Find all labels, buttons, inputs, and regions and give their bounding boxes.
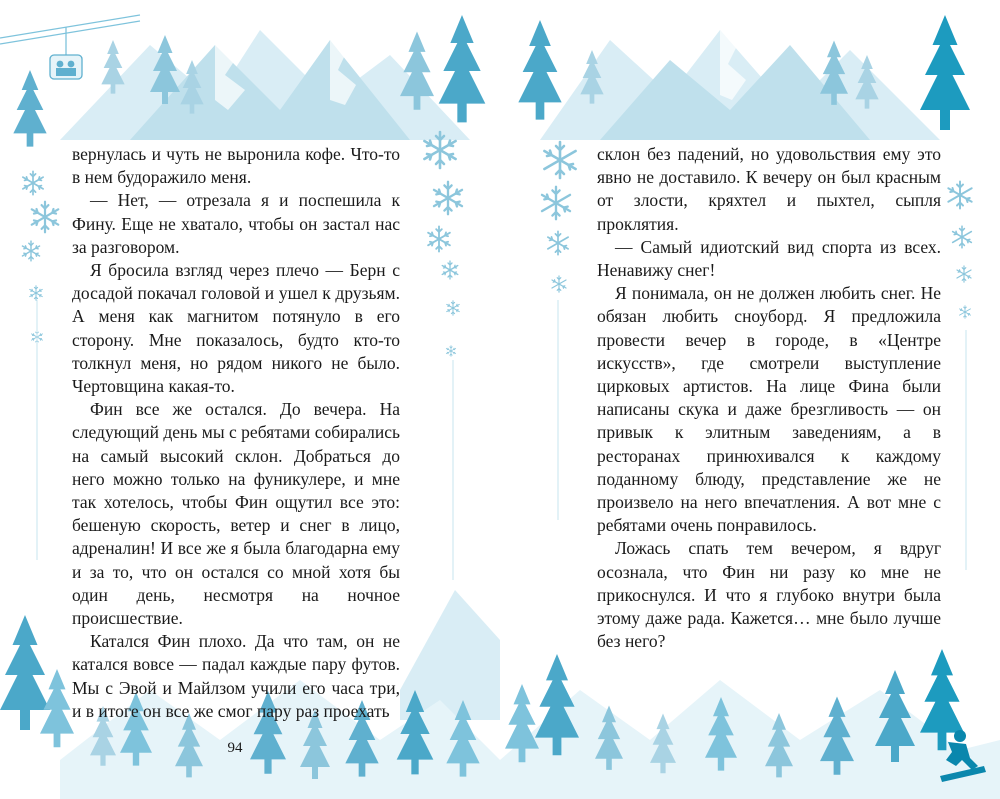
pine-tree-icon bbox=[40, 669, 74, 747]
snowflake-icon bbox=[948, 182, 971, 209]
snowflake-icon bbox=[953, 226, 972, 248]
snowflake-icon bbox=[960, 306, 971, 319]
snowflake-icon bbox=[542, 187, 570, 219]
snowflake-icon bbox=[428, 226, 450, 251]
snowflake-icon bbox=[544, 142, 575, 178]
snowflake-icon bbox=[23, 171, 43, 194]
snowflake-icon bbox=[32, 202, 59, 233]
snowflake-icon bbox=[957, 266, 971, 282]
paragraph: Фин все же остался. До вечера. На следующий день мы с ребятами собирались на самый высокий склон. Добраться до него можно только на фуникулере, и мне так хотелось, чтобы Фин ощутил все это: бешеную скорость, ветер и снег в лицо, адреналин! И все же я была благодарна ему и за то, что он остался со мной хотя бы один день, несмотря на ночное происшествие. bbox=[72, 399, 400, 629]
paragraph: Я понимала, он не должен любить снег. Не обязан любить сноуборд. Я предложила провести вечер в городе, в «Центре искусств», где смотрели выступление цирковых артистов. На лице Фина были написаны скука и даже брезгливость — он привык к элитным заведениям, а в ресторанах принюхивался к каждому поданному блюду, представление же не произвело на него впечатления. А вот мне с ребятами очень понравилось. bbox=[597, 283, 941, 536]
paragraph: Катался Фин плохо. Да что там, он не катался вовсе — падал каждые пару футов. Мы с Эвой и Майлзом учили его часа три, и в итоге он все же смог пару раз проехать bbox=[72, 631, 400, 721]
right-page bbox=[500, 0, 1000, 799]
snowflake-icon bbox=[434, 182, 462, 214]
mountain-icon bbox=[500, 680, 1000, 799]
paragraph: Я бросила взгляд через плечо — Берн с досадой покачал головой и ушел к друзьям. А меня как магнитом потянуло в его сторону. Мне показалось, будто кто-то толкнул меня, но рядом никого не было. Чертовщина какая-то. bbox=[72, 260, 400, 397]
snowflake-icon bbox=[446, 346, 455, 357]
mountain-icon bbox=[540, 30, 940, 140]
snowflake-icon bbox=[552, 276, 566, 292]
snowflake-icon bbox=[548, 231, 568, 254]
pine-tree-icon bbox=[920, 15, 970, 130]
pine-tree-icon bbox=[439, 15, 486, 122]
right-page-text bbox=[597, 143, 941, 653]
paragraph: вернулась и чуть не выронила кофе. Что-то в нем будоражило меня. bbox=[72, 144, 400, 188]
paragraph: — Нет, — отрезала я и поспешила к Фину. Еще не хватало, чтобы он застал нас за разговором. bbox=[72, 190, 400, 257]
snowflake-icon bbox=[22, 241, 39, 261]
paragraph: Ложась спать тем вечером, я вдруг осознала, что Фин ни разу ко мне не прикоснулся. И что я глубоко внутри была этому даже рада. Кажется… мне было лучше без него? bbox=[597, 538, 941, 652]
paragraph: склон без падений, но удовольствия ему это явно не доставило. К вечеру он был красным от злости, кряхтел и пыхтел, сыпля проклятия. bbox=[597, 144, 941, 234]
pine-tree-icon bbox=[13, 70, 46, 147]
pine-tree-icon bbox=[518, 20, 561, 120]
ski-lift-icon bbox=[0, 15, 140, 79]
snowflake-icon bbox=[442, 261, 458, 279]
left-page-text bbox=[72, 143, 400, 723]
snowflake-icon bbox=[447, 301, 459, 315]
pine-tree-icon bbox=[0, 615, 50, 730]
page-number: 94 bbox=[227, 740, 243, 756]
paragraph: — Самый идиотский вид спорта из всех. Ненавижу снег! bbox=[597, 236, 941, 281]
snowflake-icon bbox=[30, 286, 42, 300]
